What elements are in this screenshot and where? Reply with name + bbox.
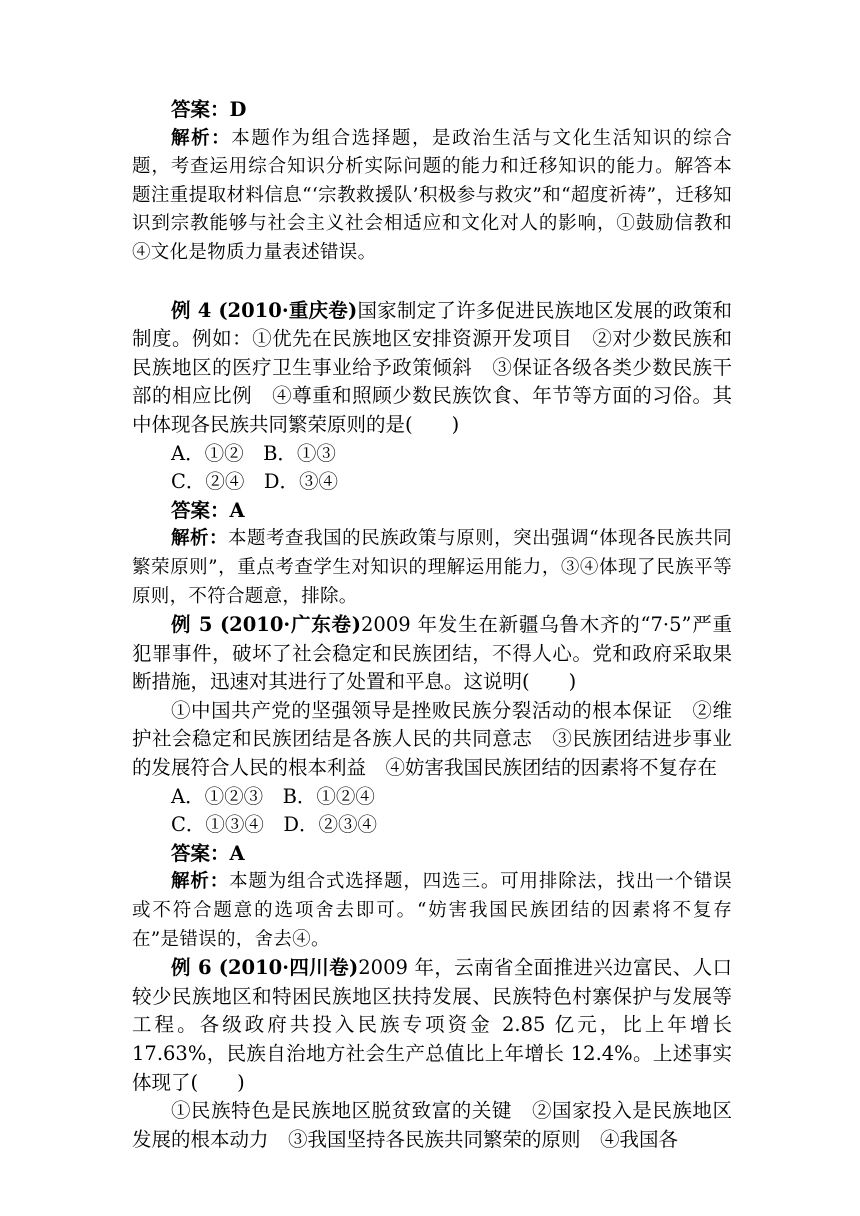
question-label: 例 5 (2010·广东卷) — [171, 613, 362, 637]
answer-label: 答案： — [171, 498, 230, 522]
analysis-label: 解析： — [171, 127, 232, 149]
q5-statements: ①中国共产党的坚强领导是挫败民族分裂活动的根本保证 ②维护社会稳定和民族团结是各族人民的共同意志 ③民族团结进步事业的发展符合人民的根本利益 ④妨害我国民族团结的因素将不复存在 — [132, 698, 732, 780]
section-gap — [132, 268, 732, 297]
question-stem: 2009 年发生在新疆乌鲁木齐的“7·5”严重犯罪事件，破坏了社会稳定和民族团结，不得人心。党和政府采取果断措施，迅速对其进行了处置和平息。这说明( ) — [132, 613, 732, 694]
q4-stem — [132, 297, 732, 440]
q4-options-row-1: A．①② B．①③ — [171, 441, 336, 465]
question-label: 例 4 (2010·重庆卷) — [171, 298, 358, 322]
q5-stem — [132, 611, 732, 697]
answer-value: D — [229, 98, 247, 121]
q4-options-row-2: C．②④ D．③④ — [171, 470, 339, 494]
q4-answer — [132, 497, 732, 526]
q5-answer — [132, 840, 732, 869]
question-stem: 2009 年，云南省全面推进兴边富民、人口较少民族地区和特困民族地区扶持发展、民族特色村寨保护与发展等工程。各级政府共投入民族专项资金 2.85 亿元，比上年增长 17.63%，民族自治地方社会生产总值比上年增长 12.4%。上述事实体现了( ) — [132, 956, 732, 1094]
document-page — [132, 96, 732, 1154]
answer-label: 答案： — [171, 98, 230, 121]
q3-analysis — [132, 125, 732, 268]
q6-statements: ①民族特色是民族地区脱贫致富的关键 ②国家投入是民族地区发展的根本动力 ③我国坚持各民族共同繁荣的原则 ④我国各 — [132, 1099, 732, 1151]
q5-analysis — [132, 868, 732, 954]
question-label: 例 6 (2010·四川卷) — [171, 956, 359, 980]
q4-analysis — [132, 525, 732, 611]
analysis-text: 本题为组合式选择题，四选三。可用排除法，找出一个错误或不符合题意的选项舍去即可。“妨害我国民族团结的因素将不复存在”是错误的，舍去④。 — [132, 871, 732, 950]
answer-value: A — [229, 498, 245, 522]
q5-options-row-2: C．①③④ D．②③④ — [171, 813, 378, 837]
answer-value: A — [229, 841, 245, 865]
answer-label: 答案： — [171, 841, 230, 865]
analysis-label: 解析： — [171, 528, 229, 550]
q6-stem — [132, 954, 732, 1097]
q5-options-row-1: A．①②③ B．①②④ — [171, 784, 375, 808]
q3-answer — [132, 96, 732, 125]
analysis-label: 解析： — [171, 871, 230, 893]
analysis-text: 本题作为组合选择题，是政治生活与文化生活知识的综合题，考查运用综合知识分析实际问题的能力和迁移知识的能力。解答本题注重提取材料信息“‘宗教救援队’积极参与救灾”和“超度祈祷”，迁移知识到宗教能够与社会主义社会相适应和文化对人的影响，①鼓励信教和④文化是物质力量表述错误。 — [132, 127, 732, 263]
question-stem: 国家制定了许多促进民族地区发展的政策和制度。例如：①优先在民族地区安排资源开发项目 ②对少数民族和民族地区的医疗卫生事业给予政策倾斜 ③保证各级各类少数民族干部的相应比例 ④尊重和照顾少数民族饮食、年节等方面的习俗。其中体现各民族共同繁荣原则的是( ) — [132, 298, 732, 436]
analysis-text: 本题考查我国的民族政策与原则，突出强调“体现各民族共同繁荣原则”，重点考查学生对知识的理解运用能力，③④体现了民族平等原则，不符合题意，排除。 — [132, 528, 732, 607]
